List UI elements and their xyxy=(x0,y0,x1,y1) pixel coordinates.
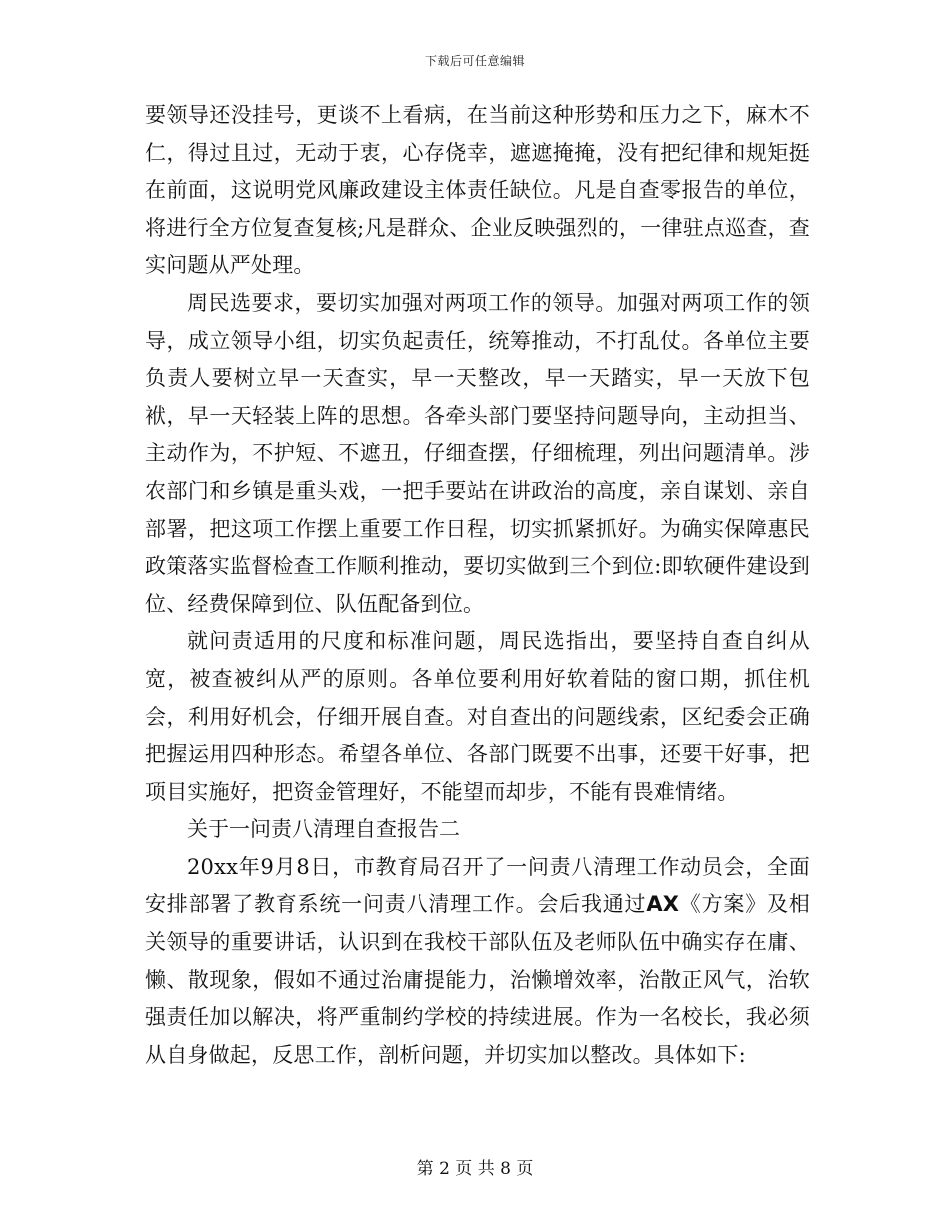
paragraph-4 xyxy=(145,849,810,1075)
paragraph-2: 周民选要求，要切实加强对两项工作的领导。加强对两项工作的领导，成立领导小组，切实负起责任，统筹推动，不打乱仗。各单位主要负责人要树立早一天查实，早一天整改，早一天踏实，早一天放下包袱，早一天轻装上阵的思想。各牵头部门要坚持问题导向，主动担当、主动作为，不护短、不遮丑，仔细查摆，仔细梳理，列出问题清单。涉农部门和乡镇是重头戏，一把手要站在讲政治的高度，亲自谋划、亲自部署，把这项工作摆上重要工作日程，切实抓紧抓好。为确实保障惠民政策落实监督检查工作顺利推动，要切实做到三个到位:即软硬件建设到位、经费保障到位、队伍配备到位。 xyxy=(145,290,810,616)
section-title: 关于一问责八清理自查报告二 xyxy=(187,817,460,842)
paragraph-3: 就问责适用的尺度和标准问题，周民选指出，要坚持自查自纠从宽，被查被纠从严的原则。各单位要利用好软着陆的窗口期，抓住机会，利用好机会，仔细开展自查。对自查出的问题线索，区纪委会正确把握运用四种形态。希望各单位、各部门既要不出事，还要干好事，把项目实施好，把资金管理好，不能望而却步，不能有畏难情绪。 xyxy=(145,629,810,804)
page-header: 下载后可任意编辑 xyxy=(424,54,525,68)
paragraph-1: 要领导还没挂号，更谈不上看病，在当前这种形势和压力之下，麻木不仁，得过且过，无动于衷，心存侥幸，遮遮掩掩，没有把纪律和规矩挺在前面，这说明党风廉政建设主体责任缺位。凡是自查零报告的单位，将进行全方位复查复核;凡是群众、企业反映强烈的，一律驻点巡查，查实问题从严处理。 xyxy=(145,103,810,278)
garbled-glyph: AX xyxy=(646,892,680,917)
paragraph-4-part1: 20xx年9月8日，市教育局召开了一问责八清理工作动员会，全面安排部署了教育系统一问责八清理工作。会后我通过 xyxy=(145,854,810,917)
page-footer: 第 2 页 共 8 页 xyxy=(416,1159,534,1179)
document-body xyxy=(145,97,810,1074)
paragraph-4-part2: 《方案》及相关领导的重要讲话，认识到在我校干部队伍及老师队伍中确实存在庸、懒、散现象，假如不通过治庸提能力，治懒增效率，治散正风气，治软强责任加以解决，将严重制约学校的持续进展。作为一名校长，我必须从自身做起，反思工作，剖析问题，并切实加以整改。具体如下: xyxy=(145,892,810,1067)
